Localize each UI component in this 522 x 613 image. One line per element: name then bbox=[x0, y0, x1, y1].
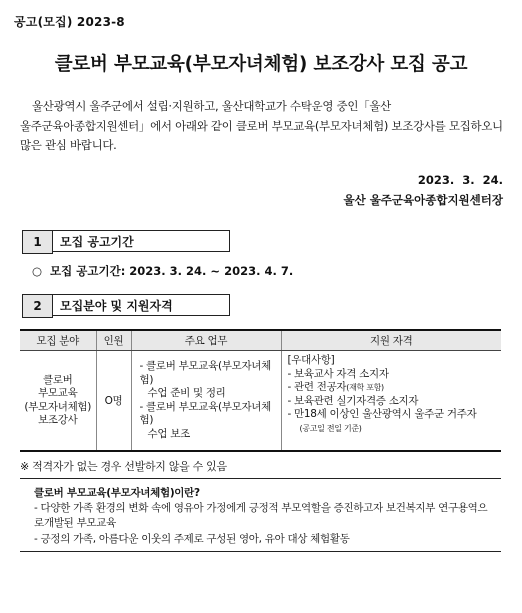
qual-item: - 보육관련 실기자격증 소지자 bbox=[287, 394, 419, 407]
qual-item: - 보육교사 자격 소지자 bbox=[287, 367, 389, 380]
quals-heading: [우대사항] bbox=[287, 354, 335, 366]
qual-item-note: (재학 포함) bbox=[346, 383, 384, 392]
duty-line: - 클로버 부모교육(부모자녀체험) bbox=[139, 360, 271, 386]
section-1-title: 모집 공고기간 bbox=[53, 230, 230, 252]
info-item: - 긍정의 가족, 아름다운 이웃의 주제로 구성된 영아, 유아 대상 체험활동 bbox=[34, 533, 350, 545]
field-line: 보조강사 bbox=[38, 414, 78, 426]
page-title: 클로버 부모교육(부모자녀체험) 보조강사 모집 공고 bbox=[54, 54, 468, 75]
field-line: 클로버 bbox=[42, 373, 73, 386]
info-box bbox=[20, 478, 501, 552]
issue-date: 2023. 3. 24. bbox=[417, 173, 503, 187]
info-item: 개발된 부모교육 bbox=[44, 517, 116, 529]
table-header-row bbox=[20, 330, 501, 351]
qual-item-text: - 관련 전공자 bbox=[287, 381, 347, 393]
recruit-table bbox=[20, 329, 501, 452]
table-header-field: 모집 분야 bbox=[20, 330, 96, 351]
recruit-period: ○ 모집 공고기간: 2023. 3. 24. ~ 2023. 4. 7. bbox=[32, 264, 294, 278]
table-row bbox=[20, 351, 501, 452]
selection-notice: ※ 적격자가 없는 경우 선발하지 않을 수 있음 bbox=[20, 460, 227, 473]
field-cell bbox=[20, 351, 96, 452]
duties-cell bbox=[131, 351, 281, 452]
field-line: 부모교육 bbox=[38, 387, 78, 399]
section-2-title: 모집분야 및 지원자격 bbox=[53, 294, 230, 316]
qual-item: - 만18세 이상인 울산광역시 울주군 거주자 bbox=[287, 408, 477, 420]
section-2-header bbox=[22, 294, 230, 318]
section-1-number: 1 bbox=[22, 230, 53, 254]
duty-line: - 클로버 부모교육(부모자녀체험) bbox=[139, 400, 271, 426]
duty-line: 수업 준비 및 정리 bbox=[147, 387, 226, 399]
quals-cell bbox=[281, 351, 501, 452]
count-cell: O명 bbox=[96, 351, 131, 452]
table-header-duties: 주요 업무 bbox=[131, 330, 281, 351]
issuer: 울산 울주군육아종합지원센터장 bbox=[343, 193, 503, 207]
duty-line: 수업 보조 bbox=[147, 427, 190, 440]
section-1-header bbox=[22, 230, 230, 254]
qual-item bbox=[288, 381, 502, 395]
field-line: (부모자녀체험) bbox=[24, 400, 92, 413]
qual-item-note: (공고일 전일 기준) bbox=[299, 423, 362, 433]
intro-paragraph: 울산광역시 울주군에서 설립·지원하고, 울산대학교가 수탁운영 중인「울산 울주군육아종합지원센터」에서 아래와 같이 클로버 부모교육(부모자녀체험) 보조강사를 모집하오니 많은 관심 바랍니다. bbox=[20, 99, 503, 152]
info-title: 클로버 부모교육(부모자녀체험)이란? bbox=[34, 487, 200, 499]
section-2-number: 2 bbox=[22, 294, 53, 318]
table-header-count: 인원 bbox=[96, 330, 131, 351]
announcement-number: 공고(모집) 2023-8 bbox=[14, 15, 125, 29]
info-item: - 다양한 가족 환경의 변화 속에 영유아 가정에게 긍정적 부모역할을 증진하고자 보건복지부 연구용역으로 bbox=[34, 502, 488, 529]
table-header-quals: 지원 자격 bbox=[281, 330, 501, 351]
